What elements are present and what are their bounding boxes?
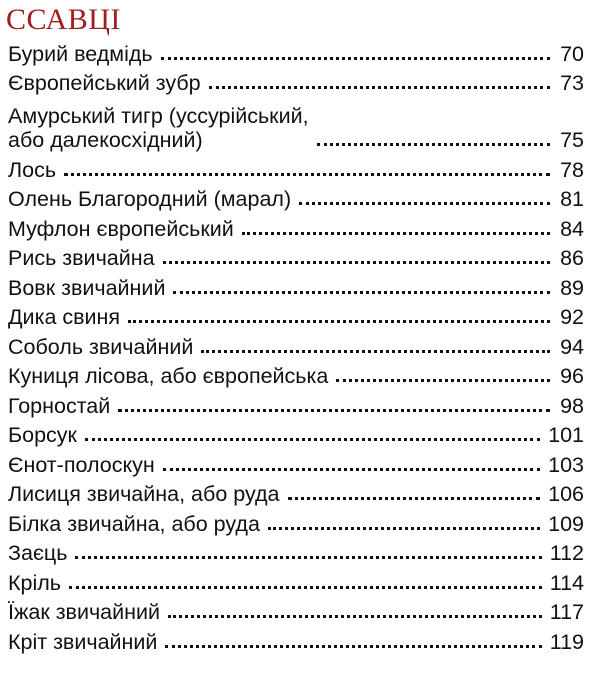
toc-entry-page-number: 75 bbox=[560, 128, 584, 152]
toc-entry bbox=[8, 329, 584, 359]
toc-entry-title: Білка звичайна, або руда bbox=[8, 511, 260, 536]
toc-entry-page-number: 89 bbox=[560, 275, 584, 300]
dot-leader bbox=[69, 586, 542, 589]
toc-entry bbox=[8, 388, 584, 418]
section-title: ССАВЦІ bbox=[6, 3, 121, 36]
dot-leader bbox=[317, 143, 550, 146]
toc-entry bbox=[8, 270, 584, 300]
toc-entry-page-number: 98 bbox=[560, 393, 584, 418]
toc-entry bbox=[8, 477, 584, 507]
toc-entry-page-number: 81 bbox=[560, 187, 584, 211]
toc-entry-page-number: 103 bbox=[548, 452, 584, 477]
dot-leader bbox=[168, 615, 542, 618]
toc-entry-title: Лисиця звичайна, або руда bbox=[8, 482, 280, 506]
toc-entry-title: Борсук bbox=[8, 423, 77, 447]
toc-entry bbox=[8, 506, 584, 536]
toc-entry-page-number: 114 bbox=[549, 570, 584, 595]
dot-leader bbox=[165, 645, 541, 648]
toc-entry bbox=[8, 300, 584, 330]
toc-entry bbox=[8, 241, 584, 271]
toc-entry-page-number: 117 bbox=[549, 600, 584, 624]
toc-entry-page-number: 73 bbox=[560, 71, 584, 95]
dot-leader bbox=[64, 173, 550, 176]
toc-entry bbox=[8, 211, 584, 241]
dot-leader bbox=[163, 261, 550, 264]
toc-entry bbox=[8, 36, 584, 66]
toc-entry-title: Європейський зубр bbox=[8, 71, 201, 95]
toc-entry-title: Кріль bbox=[8, 570, 62, 595]
toc-entry-title: Горностай bbox=[8, 393, 111, 418]
dot-leader bbox=[268, 527, 540, 530]
dot-leader bbox=[85, 438, 540, 441]
toc-entry bbox=[8, 359, 584, 389]
toc-entry bbox=[8, 95, 584, 152]
toc-entry bbox=[8, 66, 584, 96]
toc-entry bbox=[8, 624, 584, 654]
dot-leader bbox=[288, 497, 541, 500]
dot-leader bbox=[209, 86, 550, 89]
toc-entry bbox=[8, 152, 584, 182]
toc-entry-title: Муфлон європейський bbox=[8, 216, 234, 241]
toc-entry-title: Амурський тигр (уссурійський, або далекосхідний) bbox=[8, 104, 309, 152]
dot-leader bbox=[242, 232, 550, 235]
toc-entry-page-number: 70 bbox=[560, 41, 584, 66]
toc-entry-title: Лось bbox=[8, 157, 57, 182]
dot-leader bbox=[75, 556, 541, 559]
dot-leader bbox=[201, 350, 550, 353]
toc-entry-page-number: 106 bbox=[548, 482, 584, 506]
toc-entry-page-number: 84 bbox=[560, 216, 584, 241]
toc-entry-title: Рись звичайна bbox=[8, 246, 155, 270]
dot-leader bbox=[336, 379, 550, 382]
toc-entry-title: Вовк звичайний bbox=[8, 275, 166, 300]
toc-entry-title: Їжак звичайний bbox=[8, 600, 161, 624]
toc-entry-title: Бурий ведмідь bbox=[8, 41, 153, 66]
toc-entry-page-number: 78 bbox=[560, 157, 584, 182]
toc-entry-title: Соболь звичайний bbox=[8, 334, 194, 359]
toc-list bbox=[8, 36, 584, 654]
toc-entry bbox=[8, 565, 584, 595]
toc-entry-title: Кріт звичайний bbox=[8, 629, 158, 654]
toc-entry bbox=[8, 182, 584, 212]
toc-entry-page-number: 109 bbox=[548, 511, 584, 536]
dot-leader bbox=[128, 320, 550, 323]
toc-entry-page-number: 92 bbox=[560, 305, 584, 329]
toc-entry-page-number: 94 bbox=[560, 334, 584, 359]
dot-leader bbox=[161, 57, 550, 60]
toc-entry-page-number: 86 bbox=[560, 246, 584, 270]
toc-entry bbox=[8, 536, 584, 566]
toc-entry bbox=[8, 595, 584, 625]
toc-entry-page-number: 119 bbox=[549, 629, 584, 654]
dot-leader bbox=[173, 291, 550, 294]
toc-entry bbox=[8, 418, 584, 448]
dot-leader bbox=[163, 468, 540, 471]
toc-entry-title: Олень Благородний (марал) bbox=[8, 187, 292, 211]
toc-entry-title: Дика свиня bbox=[8, 305, 121, 329]
toc-entry-title: Єнот-полоскун bbox=[8, 452, 155, 477]
dot-leader bbox=[118, 409, 550, 412]
toc-entry-page-number: 96 bbox=[560, 364, 584, 388]
dot-leader bbox=[299, 202, 550, 205]
toc-entry-title: Куниця лісова, або європейська bbox=[8, 364, 329, 388]
toc-entry bbox=[8, 447, 584, 477]
toc-entry-title: Заєць bbox=[8, 541, 68, 565]
toc-entry-page-number: 112 bbox=[549, 541, 584, 565]
toc-entry-page-number: 101 bbox=[548, 423, 584, 447]
